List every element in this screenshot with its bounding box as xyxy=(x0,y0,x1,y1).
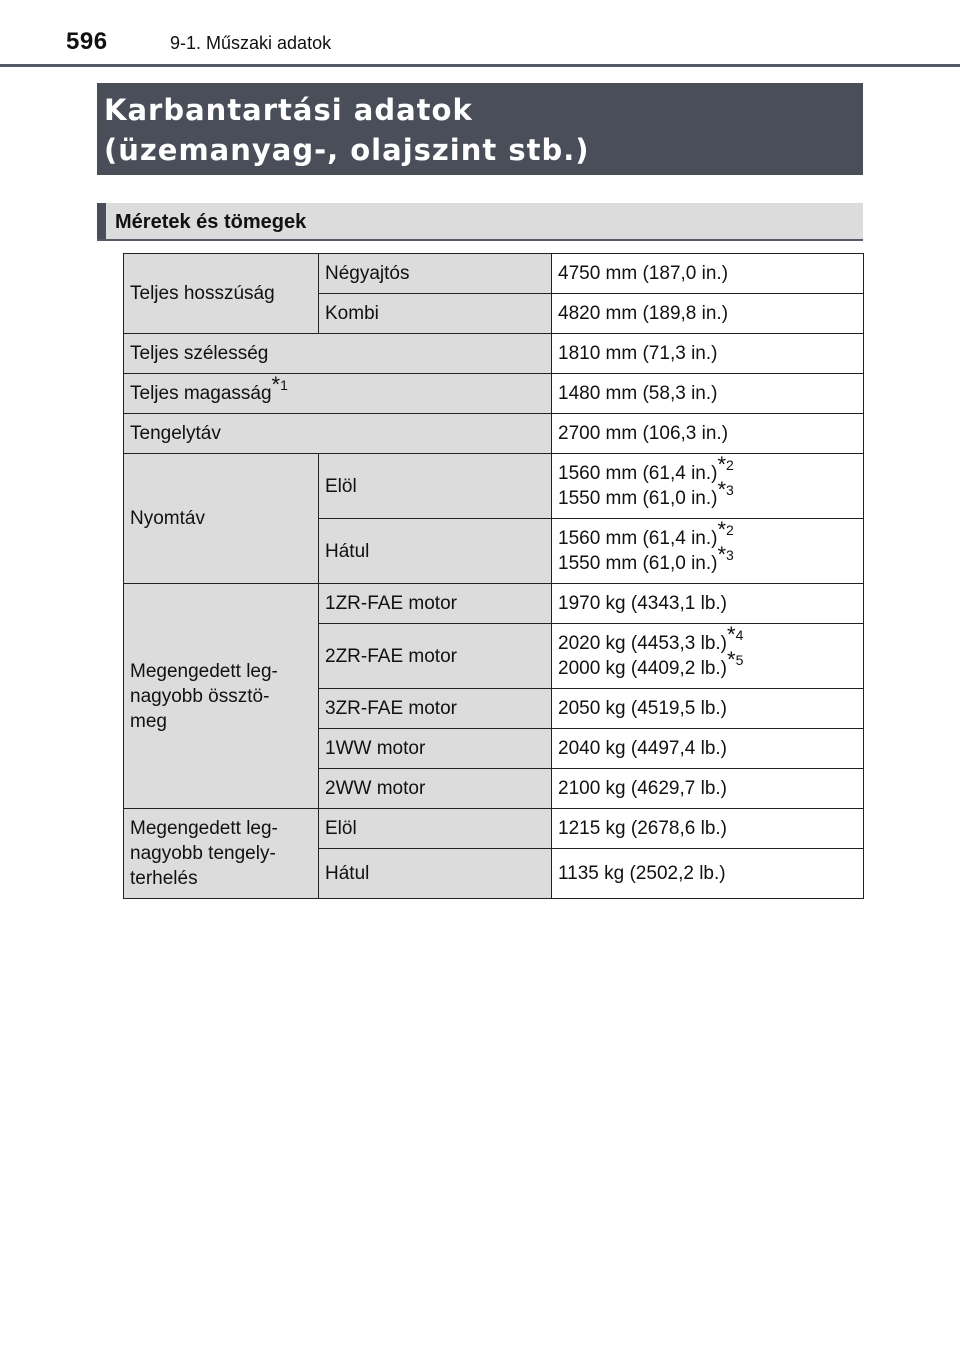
tread-rear-value: 1560 mm (61,4 in.)$^{*2}$ 1550 mm (61,0 in.)$^{*3}$ xyxy=(552,519,864,584)
engine-2ww-weight: 2100 kg (4629,7 lb.) xyxy=(552,769,864,809)
footnote-marker: *5 xyxy=(727,647,744,672)
chapter-title-bar xyxy=(97,83,863,175)
wagon-length-value: 4820 mm (189,8 in.) xyxy=(552,294,864,334)
engine-2zr-label: 2ZR-FAE motor xyxy=(319,624,552,689)
sedan-length-value: 4750 mm (187,0 in.) xyxy=(552,254,864,294)
overall-height-cell xyxy=(124,374,552,414)
axle-rear-label: Hátul xyxy=(319,849,552,899)
footnote-marker: *1 xyxy=(271,372,288,397)
tread-rear-label: Hátul xyxy=(319,519,552,584)
section-reference: 9-1. Műszaki adatok xyxy=(170,33,332,53)
table-row xyxy=(124,584,864,624)
overall-height-value: 1480 mm (58,3 in.) xyxy=(552,374,864,414)
wheelbase-value: 2700 mm (106,3 in.) xyxy=(552,414,864,454)
axle-front-label: Elöl xyxy=(319,809,552,849)
gross-weight-label: Megengedett leg- nagyobb össztö- meg xyxy=(124,584,319,809)
engine-2ww-label: 2WW motor xyxy=(319,769,552,809)
engine-1zr-label: 1ZR-FAE motor xyxy=(319,584,552,624)
wagon-label: Kombi xyxy=(319,294,552,334)
subsection-title: Méretek és tömegek xyxy=(115,211,307,233)
footnote-marker: *2 xyxy=(717,452,734,477)
sedan-label: Négyajtós xyxy=(319,254,552,294)
overall-width-label: Teljes szélesség xyxy=(124,334,552,374)
engine-1zr-weight: 1970 kg (4343,1 lb.) xyxy=(552,584,864,624)
axle-rear-value: 1135 kg (2502,2 lb.) xyxy=(552,849,864,899)
table-row xyxy=(124,414,864,454)
engine-1ww-weight: 2040 kg (4497,4 lb.) xyxy=(552,729,864,769)
wheelbase-label: Tengelytáv xyxy=(124,414,552,454)
footnote-marker: *3 xyxy=(717,477,734,502)
axle-front-value: 1215 kg (2678,6 lb.) xyxy=(552,809,864,849)
table-row xyxy=(124,374,864,414)
subsection-accent xyxy=(97,203,106,239)
chapter-title-line-2: (üzemanyag-, olajszint stb.) xyxy=(104,133,590,167)
overall-length-label: Teljes hosszúság xyxy=(124,254,319,334)
overall-height-label: Teljes magasság xyxy=(130,383,272,404)
tread-label: Nyomtáv xyxy=(124,454,319,584)
tread-front-value: 1560 mm (61,4 in.)$^{*2}$ 1550 mm (61,0 in.)$^{*3}$ xyxy=(552,454,864,519)
dimensions-weights-table xyxy=(123,253,864,899)
table-row xyxy=(124,454,864,519)
tread-front-label: Elöl xyxy=(319,454,552,519)
engine-3zr-weight: 2050 kg (4519,5 lb.) xyxy=(552,689,864,729)
table-row xyxy=(124,254,864,294)
overall-width-value: 1810 mm (71,3 in.) xyxy=(552,334,864,374)
chapter-title-line-1: Karbantartási adatok xyxy=(104,93,473,127)
engine-1ww-label: 1WW motor xyxy=(319,729,552,769)
table-row xyxy=(124,334,864,374)
table-row xyxy=(124,809,864,849)
footnote-marker: *2 xyxy=(717,517,734,542)
page-number: 596 xyxy=(66,28,108,55)
subsection-heading xyxy=(97,203,863,241)
footnote-marker: *4 xyxy=(727,622,744,647)
axle-weight-label: Megengedett leg- nagyobb tengely- terhelés xyxy=(124,809,319,899)
engine-3zr-label: 3ZR-FAE motor xyxy=(319,689,552,729)
footnote-marker: *3 xyxy=(717,542,734,567)
header-divider xyxy=(0,64,960,67)
engine-2zr-weight: 2020 kg (4453,3 lb.)$^{*4}$ 2000 kg (4409,2 lb.)$^{*5}$ xyxy=(552,624,864,689)
